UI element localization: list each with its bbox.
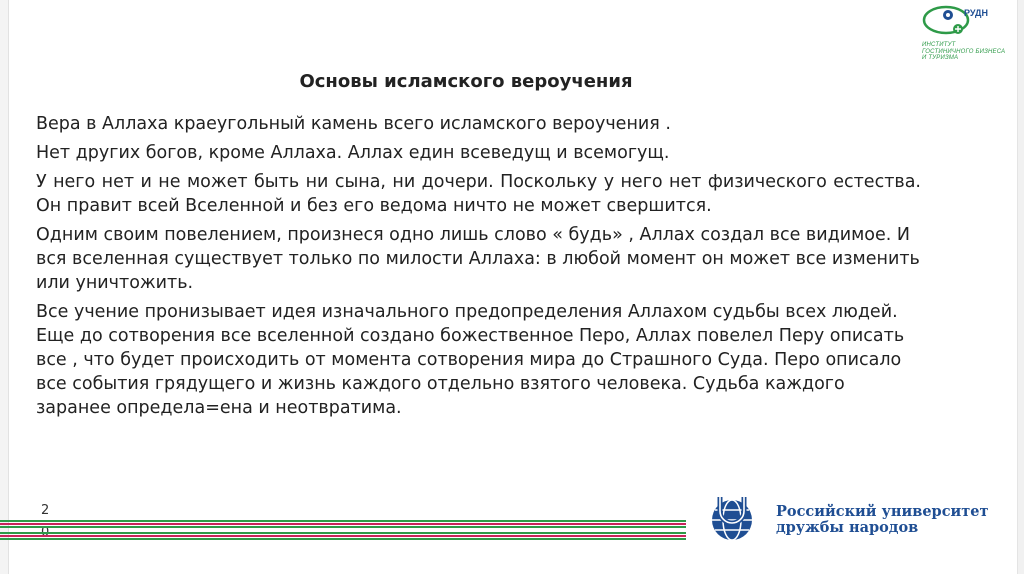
stripe-line: [0, 532, 686, 534]
stripe-line: [0, 520, 686, 522]
stripe-line: [0, 538, 686, 540]
university-name-line: Российский университет: [776, 503, 989, 520]
paragraph: У него нет и не может быть ни сына, ни дочери. Поскольку у него нет физического естества. Он правит всей Вселенной и без его ведома ничто не может свершится.: [36, 172, 921, 216]
paragraph: Нет других богов, кроме Аллаха. Аллах един всеведущ и всемогущ.: [36, 143, 670, 163]
paragraph: Одним своим повелением, произнеся одно лишь слово « будь» , Аллах создал все видимое. И вся вселенная существует только по милости Аллаха: в любой момент он может все изменить или уничтожить.: [36, 225, 920, 293]
institute-caption-line: ГОСТИНИЧНОГО БИЗНЕСА: [922, 48, 1006, 55]
institute-caption-line: И ТУРИЗМА: [922, 55, 959, 61]
university-globe-icon: [706, 493, 762, 543]
page-number: 2: [41, 503, 50, 518]
institute-logo: [918, 2, 1014, 70]
university-logo: [706, 493, 762, 543]
slide-body: [36, 112, 921, 425]
slide-title: Основы исламского вероучения: [299, 71, 633, 92]
decor-stripes-top: [0, 520, 686, 530]
institute-abbrev: РУДН: [964, 8, 988, 18]
institute-caption-line: ИНСТИТУТ: [922, 42, 956, 48]
university-name-line: дружбы народов: [776, 519, 919, 536]
decor-stripes-bottom: [0, 532, 686, 542]
paragraph: Вера в Аллаха краеугольный камень всего исламского вероучения .: [36, 114, 671, 134]
slide-right-border: [1017, 0, 1024, 574]
institute-caption: [922, 42, 1005, 62]
paragraph: Все учение пронизывает идея изначального предопределения Аллахом судьбы всех людей. Еще до сотворения все вселенной создано божественное Перо, Аллах повелел Перу описать все , что будет происходить от момента сотворения мира до Страшного Суда. Перо описало все события грядущего и жизнь каждого отдельно взятого человека. Судьба каждого заранее определа=ена и неотвратима.: [36, 302, 905, 418]
university-name: [776, 504, 988, 536]
stripe-line: [0, 526, 686, 528]
stripe-line: [0, 535, 686, 537]
stripe-line: [0, 523, 686, 525]
